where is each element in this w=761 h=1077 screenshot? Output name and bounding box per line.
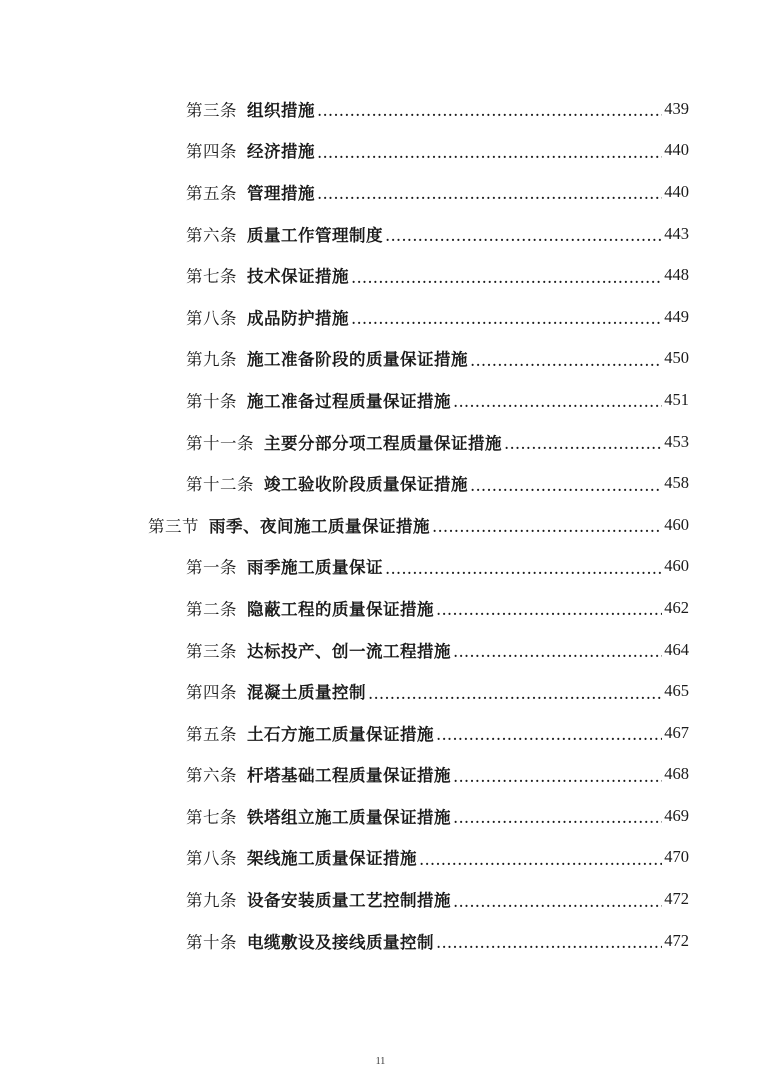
- toc-entry-page: 458: [664, 473, 689, 493]
- toc-entry-number: 第八条: [186, 849, 237, 869]
- toc-entry-page: 453: [664, 431, 689, 451]
- toc-entry-page: 440: [664, 140, 689, 160]
- toc-section-entry[interactable]: [0, 504, 761, 546]
- toc-entry[interactable]: [0, 546, 761, 588]
- toc-entry-page: 439: [664, 98, 689, 118]
- dot-leader: [385, 559, 662, 578]
- page-number: 11: [375, 1056, 386, 1067]
- toc-entry[interactable]: [0, 795, 761, 837]
- toc-entry-number: 第六条: [186, 225, 237, 245]
- toc-entry-number: 第十条: [186, 391, 237, 411]
- dot-leader: [470, 351, 662, 370]
- dot-leader: [436, 933, 662, 952]
- toc-entry-title: 混凝土质量控制: [247, 683, 366, 703]
- dot-leader: [453, 767, 662, 786]
- toc-entry-title: 电缆敷设及接线质量控制: [247, 932, 434, 952]
- dot-leader: [453, 892, 662, 911]
- toc-entry-page: 462: [664, 597, 689, 617]
- toc-entry[interactable]: [0, 338, 761, 380]
- toc-entry[interactable]: [0, 213, 761, 255]
- toc-entry[interactable]: [0, 712, 761, 754]
- toc-entry-number: 第十一条: [186, 433, 254, 453]
- dot-leader: [436, 725, 662, 744]
- toc-entry[interactable]: [0, 587, 761, 629]
- toc-entry[interactable]: [0, 920, 761, 962]
- toc-entry-number: 第六条: [186, 766, 237, 786]
- toc-entry-title: 施工准备阶段的质量保证措施: [247, 350, 468, 370]
- toc-entry[interactable]: [0, 88, 761, 130]
- toc-entry[interactable]: [0, 878, 761, 920]
- toc-entry[interactable]: [0, 462, 761, 504]
- toc-entry-title: 达标投产、创一流工程措施: [247, 641, 451, 661]
- toc-entry-page: 448: [664, 265, 689, 285]
- toc-entry-page: 451: [664, 389, 689, 409]
- toc-entry-number: 第三条: [186, 641, 237, 661]
- toc-entry[interactable]: [0, 171, 761, 213]
- toc-entry-number: 第九条: [186, 350, 237, 370]
- toc-entry-title: 施工准备过程质量保证措施: [247, 391, 451, 411]
- toc-entry-title: 铁塔组立施工质量保证措施: [247, 807, 451, 827]
- dot-leader: [419, 850, 662, 869]
- toc-entry[interactable]: [0, 670, 761, 712]
- toc-entry-page: 470: [664, 847, 689, 867]
- toc-entry[interactable]: [0, 379, 761, 421]
- toc-entry[interactable]: [0, 837, 761, 879]
- toc-entry-title: 架线施工质量保证措施: [247, 849, 417, 869]
- dot-leader: [385, 226, 662, 245]
- toc-entry-number: 第一条: [186, 558, 237, 578]
- toc-entry-page: 460: [664, 514, 689, 534]
- toc-entry-number: 第十二条: [186, 475, 254, 495]
- toc-entry-page: 449: [664, 306, 689, 326]
- toc-entry-number: 第九条: [186, 891, 237, 911]
- toc-entry-page: 464: [664, 639, 689, 659]
- dot-leader: [504, 434, 662, 453]
- dot-leader: [453, 808, 662, 827]
- toc-entry-page: 465: [664, 681, 689, 701]
- toc-entry-page: 440: [664, 181, 689, 201]
- toc-entry-title: 隐蔽工程的质量保证措施: [247, 599, 434, 619]
- toc-entry-page: 467: [664, 722, 689, 742]
- dot-leader: [436, 600, 662, 619]
- dot-leader: [317, 143, 662, 162]
- toc-entry[interactable]: [0, 754, 761, 796]
- toc-entry-title: 组织措施: [247, 100, 315, 120]
- dot-leader: [368, 684, 662, 703]
- toc-entry-title: 杆塔基础工程质量保证措施: [247, 766, 451, 786]
- table-of-contents: [0, 88, 761, 961]
- toc-entry[interactable]: [0, 254, 761, 296]
- toc-entry-number: 第五条: [186, 183, 237, 203]
- toc-entry-number: 第二条: [186, 599, 237, 619]
- toc-entry-number: 第三条: [186, 100, 237, 120]
- dot-leader: [317, 101, 662, 120]
- dot-leader: [453, 642, 662, 661]
- toc-entry-title: 竣工验收阶段质量保证措施: [264, 475, 468, 495]
- toc-entry-title: 主要分部分项工程质量保证措施: [264, 433, 502, 453]
- toc-entry-page: 469: [664, 805, 689, 825]
- toc-entry-number: 第七条: [186, 807, 237, 827]
- toc-entry-title: 雨季施工质量保证: [247, 558, 383, 578]
- toc-entry-page: 472: [664, 889, 689, 909]
- toc-entry[interactable]: [0, 296, 761, 338]
- toc-entry-page: 443: [664, 223, 689, 243]
- toc-entry[interactable]: [0, 629, 761, 671]
- dot-leader: [317, 184, 662, 203]
- toc-entry-title: 雨季、夜间施工质量保证措施: [209, 516, 430, 536]
- toc-entry-number: 第五条: [186, 724, 237, 744]
- toc-entry[interactable]: [0, 421, 761, 463]
- dot-leader: [351, 268, 662, 287]
- toc-entry-title: 技术保证措施: [247, 267, 349, 287]
- dot-leader: [432, 517, 662, 536]
- toc-entry-number: 第四条: [186, 683, 237, 703]
- toc-entry-page: 472: [664, 930, 689, 950]
- toc-entry-title: 管理措施: [247, 183, 315, 203]
- toc-entry[interactable]: [0, 130, 761, 172]
- toc-entry-number: 第四条: [186, 142, 237, 162]
- toc-entry-page: 468: [664, 764, 689, 784]
- toc-entry-number: 第八条: [186, 308, 237, 328]
- dot-leader: [453, 392, 662, 411]
- toc-entry-number: 第十条: [186, 932, 237, 952]
- toc-entry-number: 第七条: [186, 267, 237, 287]
- toc-entry-title: 设备安装质量工艺控制措施: [247, 891, 451, 911]
- toc-entry-title: 经济措施: [247, 142, 315, 162]
- toc-entry-number: 第三节: [148, 516, 199, 536]
- toc-entry-title: 质量工作管理制度: [247, 225, 383, 245]
- dot-leader: [470, 476, 662, 495]
- toc-entry-title: 成品防护措施: [247, 308, 349, 328]
- toc-entry-title: 土石方施工质量保证措施: [247, 724, 434, 744]
- dot-leader: [351, 309, 662, 328]
- toc-entry-page: 450: [664, 348, 689, 368]
- toc-entry-page: 460: [664, 556, 689, 576]
